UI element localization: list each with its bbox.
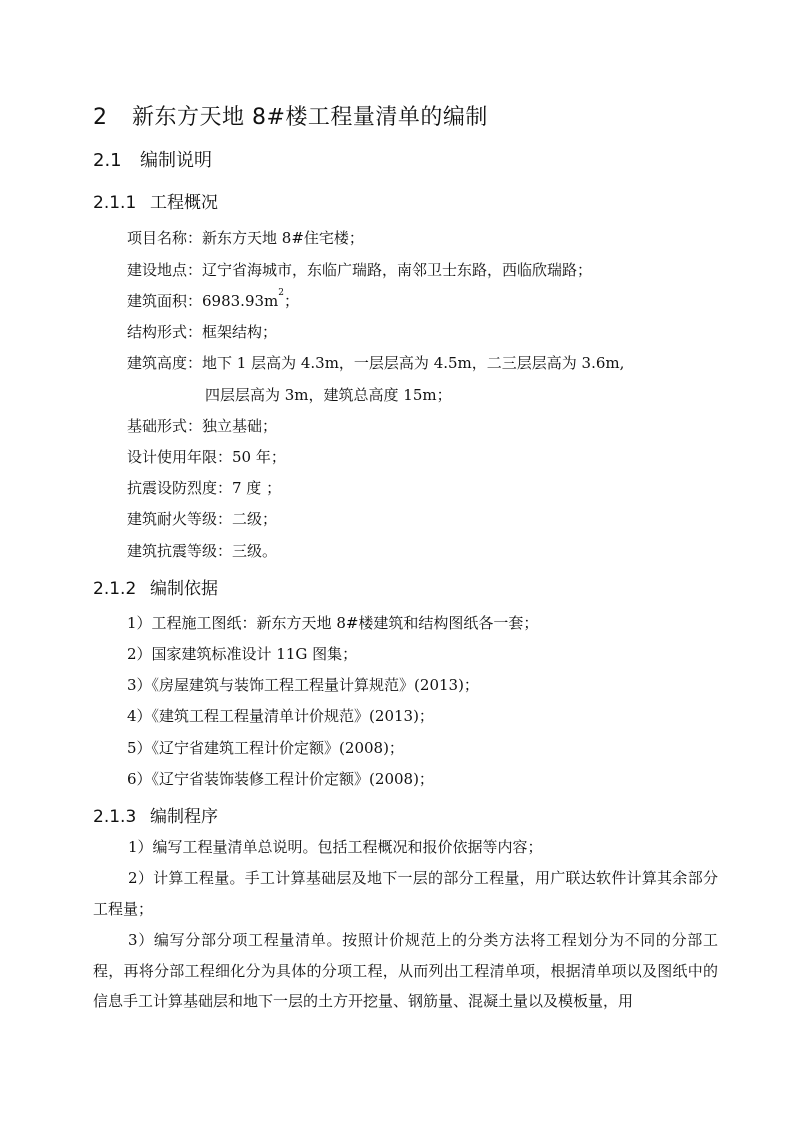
subsection-title: 编制程序	[150, 807, 218, 827]
procedure-paragraph: 3）编写分部分项工程量清单。按照计价规范上的分类方法将工程划分为不同的分部工程，再将分部工程细化分为具体的分项工程，从而列出工程清单项，根据清单项以及图纸中的信息手工计算基础层和地下一层的土方开挖量、钢筋量、混凝土量以及模板量，用	[93, 931, 718, 1010]
basis-item: 4）《建筑工程工程量清单计价规范》(2013)；	[127, 707, 434, 725]
section-number: 2.1	[93, 150, 122, 171]
procedure-paragraph: 2）计算工程量。手工计算基础层及地下一层的部分工程量，用广联达软件计算其余部分工程量；	[93, 869, 718, 918]
basis-item: 1）工程施工图纸：新东方天地 8#楼建筑和结构图纸各一套；	[127, 614, 539, 632]
procedure-paragraph: 1）编写工程量清单总说明。包括工程概况和报价依据等内容；	[128, 838, 543, 856]
chapter-number: 2	[93, 105, 108, 130]
subsection-heading-procedure	[93, 802, 218, 827]
overview-line: 建筑耐火等级：二级；	[127, 510, 278, 528]
overview-line-area	[127, 290, 299, 311]
overview-line: 基础形式：独立基础；	[127, 417, 278, 435]
chapter-title: 新东方天地 8#楼工程量清单的编制	[132, 105, 488, 130]
area-text: 建筑面积：6983.93m	[127, 292, 279, 310]
area-suffix: ；	[284, 292, 300, 310]
basis-item: 5）《辽宁省建筑工程计价定额》(2008)；	[127, 739, 404, 757]
subsection-title: 编制依据	[150, 579, 218, 599]
basis-item: 2）国家建筑标准设计 11G 图集；	[127, 645, 358, 663]
section-title: 编制说明	[140, 150, 212, 171]
overview-line-continued: 四层层高为 3m，建筑总高度 15m；	[205, 386, 452, 404]
subsection-number: 2.1.3	[93, 807, 137, 827]
subsection-heading-overview	[93, 188, 218, 213]
basis-item: 3）《房屋建筑与装饰工程工程量计算规范》(2013)；	[127, 676, 479, 694]
area-superscript: 2	[278, 288, 284, 298]
overview-line: 结构形式：框架结构；	[127, 323, 278, 341]
basis-item: 6）《辽宁省装饰装修工程计价定额》(2008)；	[127, 770, 434, 788]
subsection-title: 工程概况	[150, 193, 218, 213]
subsection-number: 2.1.2	[93, 579, 137, 599]
overview-line: 项目名称：新东方天地 8#住宅楼；	[127, 229, 364, 247]
section-heading	[93, 146, 212, 172]
chapter-heading	[93, 100, 488, 131]
overview-line: 建筑抗震等级：三级。	[127, 542, 278, 560]
subsection-heading-basis	[93, 574, 218, 599]
overview-line: 设计使用年限：50 年；	[127, 448, 286, 466]
overview-line: 抗震设防烈度：7 度 ；	[127, 479, 282, 497]
overview-line: 建筑高度：地下 1 层高为 4.3m，一层层高为 4.5m，二三层层高为 3.6m,	[127, 354, 625, 372]
subsection-number: 2.1.1	[93, 193, 137, 213]
overview-line: 建设地点：辽宁省海城市，东临广瑞路，南邻卫士东路，西临欣瑞路；	[127, 261, 593, 279]
